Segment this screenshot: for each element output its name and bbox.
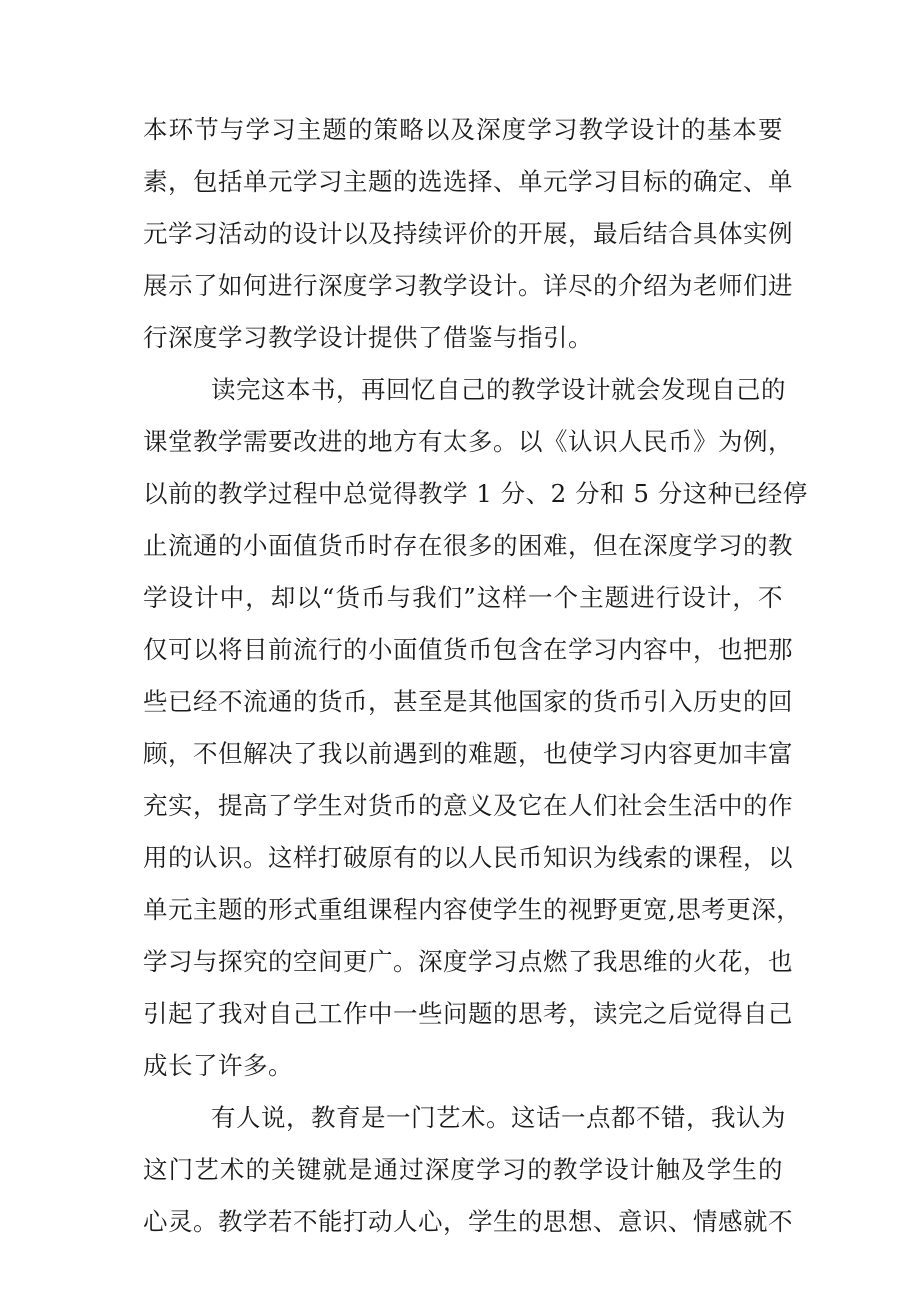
text-line: 本环节与学习主题的策略以及深度学习教学设计的基本要 (143, 115, 783, 144)
text-line: 充实，提高了学生对货币的意义及它在人们社会生活中的作 (143, 791, 793, 820)
text-line: 以前的教学过程中总觉得教学 1 分、2 分和 5 分这种已经停 (143, 479, 808, 508)
text-line: 素，包括单元学习主题的选选择、单元学习目标的确定、单 (143, 167, 793, 196)
body-text (143, 104, 808, 1248)
text-line: 单元主题的形式重组课程内容使学生的视野更宽,思考更深， (143, 895, 802, 924)
text-line: 心灵。教学若不能打动人心，学生的思想、意识、情感就不 (143, 1207, 793, 1236)
paragraph-3 (143, 1092, 793, 1248)
text-line: 些已经不流通的货币，甚至是其他国家的货币引入历史的回 (143, 687, 793, 716)
text-line: 元学习活动的设计以及持续评价的开展，最后结合具体实例 (143, 219, 793, 248)
text-line: 顾，不但解决了我以前遇到的难题，也使学习内容更加丰富 (143, 739, 793, 768)
text-line: 有人说，教育是一门艺术。这话一点都不错，我认为 (211, 1103, 786, 1132)
text-line: 读完这本书，再回忆自己的教学设计就会发现自己的 (211, 375, 786, 404)
text-line: 引起了我对自己工作中一些问题的思考，读完之后觉得自己 (143, 999, 793, 1028)
text-line: 学设计中，却以“货币与我们”这样一个主题进行设计，不 (143, 583, 783, 612)
text-line: 行深度学习教学设计提供了借鉴与指引。 (143, 323, 593, 352)
text-line: 这门艺术的关键就是通过深度学习的教学设计触及学生的 (143, 1155, 783, 1184)
text-line: 学习与探究的空间更广。深度学习点燃了我思维的火花，也 (143, 947, 793, 976)
text-line: 仅可以将目前流行的小面值货币包含在学习内容中，也把那 (143, 635, 793, 664)
text-line: 展示了如何进行深度学习教学设计。详尽的介绍为老师们进 (143, 271, 793, 300)
text-line: 用的认识。这样打破原有的以人民币知识为线索的课程，以 (143, 843, 793, 872)
text-line: 止流通的小面值货币时存在很多的困难，但在深度学习的教 (143, 531, 793, 560)
paragraph-1 (143, 104, 793, 364)
text-line: 成长了许多。 (143, 1051, 293, 1080)
paragraph-2 (143, 364, 808, 1092)
text-line: 课堂教学需要改进的地方有太多。以《认识人民币》为例， (143, 427, 793, 456)
